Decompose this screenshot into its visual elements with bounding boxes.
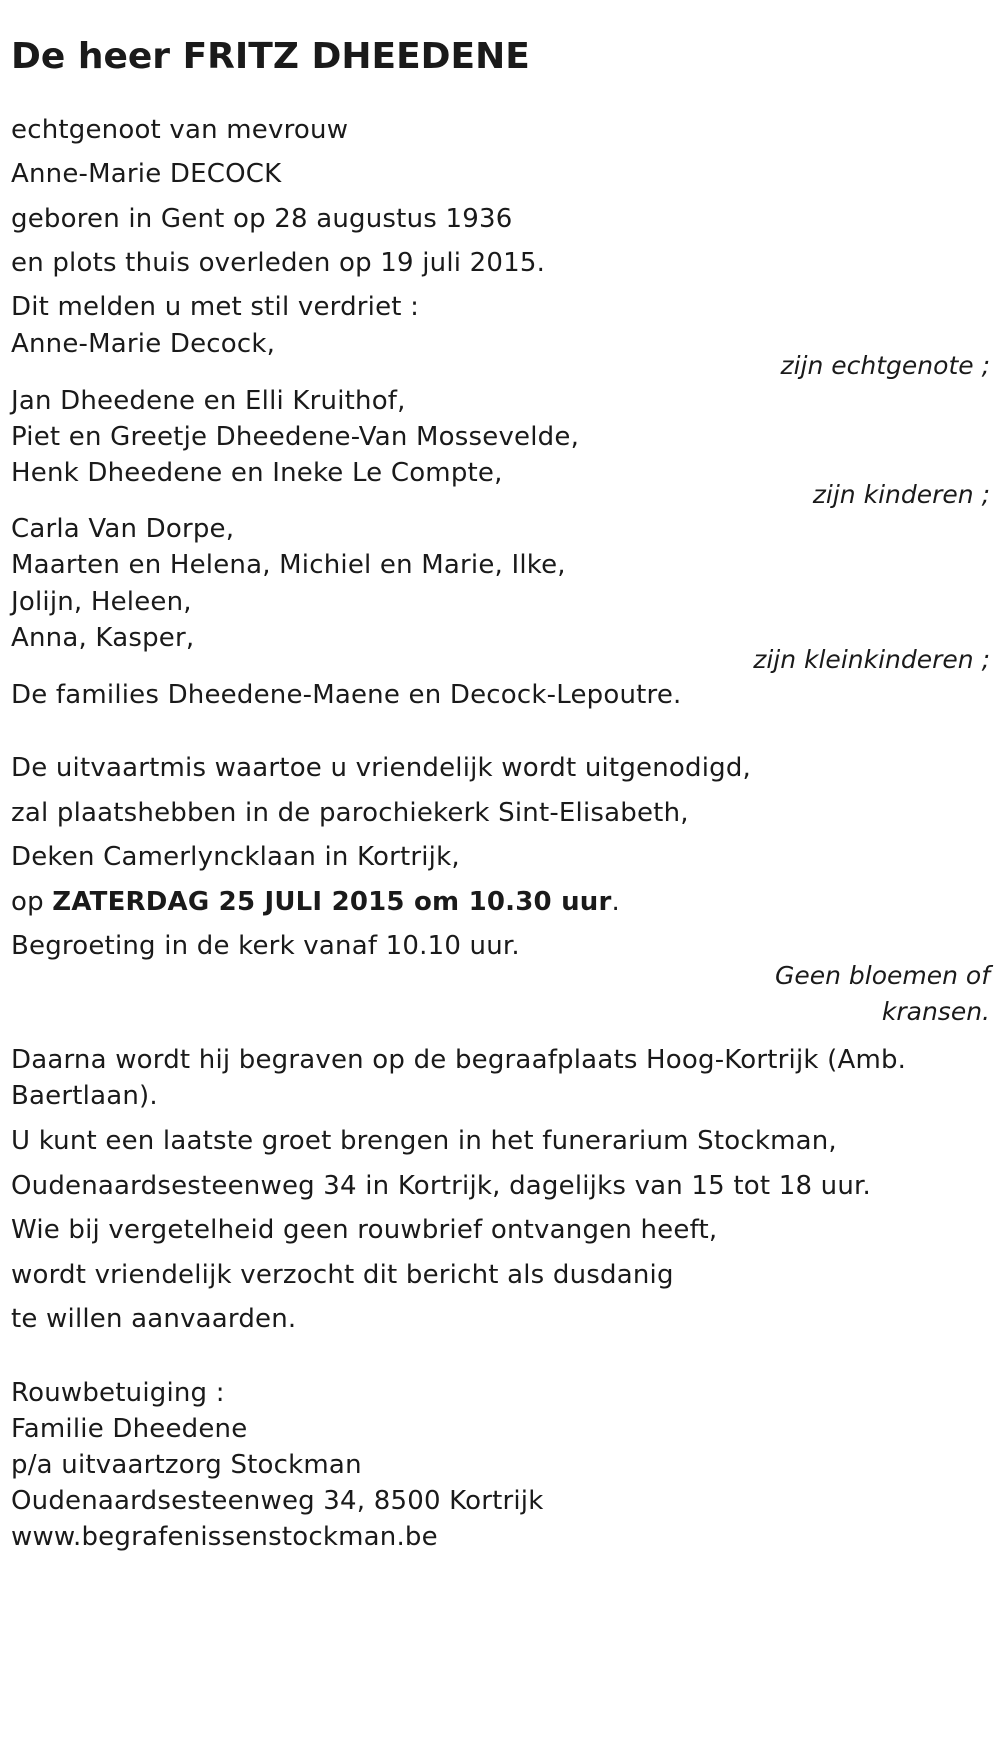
intro-line: en plots thuis overleden op 19 juli 2015. xyxy=(11,248,546,278)
intro-line: geboren in Gent op 28 augustus 1936 xyxy=(11,204,513,234)
grandchild-name: Jolijn, Heleen, xyxy=(11,587,192,617)
burial-line: U kunt een laatste groet brengen in het funerarium Stockman, xyxy=(11,1126,837,1156)
spouse-name: Anne-Marie Decock, xyxy=(11,329,276,359)
grandchild-name: Carla Van Dorpe, xyxy=(11,514,235,544)
condolences-line: p/a uitvaartzorg Stockman xyxy=(11,1450,362,1480)
funeral-date-line xyxy=(11,885,620,919)
website-link[interactable]: www.begrafenissenstockman.be xyxy=(11,1522,438,1552)
burial-line: Wie bij vergetelheid geen rouwbrief ontvangen heeft, xyxy=(11,1215,718,1245)
condolences-heading: Rouwbetuiging : xyxy=(11,1378,225,1408)
condolences-address: Oudenaardsesteenweg 34, 8500 Kortrijk xyxy=(11,1486,544,1516)
child-name: Jan Dheedene en Elli Kruithof, xyxy=(11,386,406,416)
children-relation: zijn kinderen ; xyxy=(812,480,990,509)
burial-line: te willen aanvaarden. xyxy=(11,1304,297,1334)
funeral-date-prefix: op xyxy=(11,887,53,917)
grandchild-name: Maarten en Helena, Michiel en Marie, Ilke, xyxy=(11,550,566,580)
funeral-line: Deken Camerlyncklaan in Kortrijk, xyxy=(11,842,460,872)
burial-line: Baertlaan). xyxy=(11,1081,158,1111)
spouse-relation: zijn echtgenote ; xyxy=(780,351,990,380)
funeral-line: Begroeting in de kerk vanaf 10.10 uur. xyxy=(11,931,520,961)
intro-line: echtgenoot van mevrouw xyxy=(11,115,349,145)
intro-line: Anne-Marie DECOCK xyxy=(11,159,282,189)
grandchildren-relation: zijn kleinkinderen ; xyxy=(753,645,990,674)
families-line: De families Dheedene-Maene en Decock-Lepoutre. xyxy=(11,680,682,710)
funeral-date-suffix: . xyxy=(611,887,620,917)
condolences-line: Familie Dheedene xyxy=(11,1414,248,1444)
page-title: De heer FRITZ DHEEDENE xyxy=(11,36,530,77)
burial-line: Daarna wordt hij begraven op de begraafplaats Hoog-Kortrijk (Amb. xyxy=(11,1045,907,1075)
flowers-note: Geen bloemen of xyxy=(774,961,990,990)
funeral-line: De uitvaartmis waartoe u vriendelijk wordt uitgenodigd, xyxy=(11,753,752,783)
flowers-note: kransen. xyxy=(881,997,990,1026)
burial-line: wordt vriendelijk verzocht dit bericht als dusdanig xyxy=(11,1260,674,1290)
grandchild-name: Anna, Kasper, xyxy=(11,623,195,653)
announce-line: Dit melden u met stil verdriet : xyxy=(11,292,420,322)
burial-line: Oudenaardsesteenweg 34 in Kortrijk, dagelijks van 15 tot 18 uur. xyxy=(11,1171,872,1201)
child-name: Piet en Greetje Dheedene-Van Mossevelde, xyxy=(11,422,580,452)
funeral-date: ZATERDAG 25 JULI 2015 om 10.30 uur xyxy=(52,887,612,917)
funeral-line: zal plaatshebben in de parochiekerk Sint-Elisabeth, xyxy=(11,798,689,828)
child-name: Henk Dheedene en Ineke Le Compte, xyxy=(11,458,503,488)
